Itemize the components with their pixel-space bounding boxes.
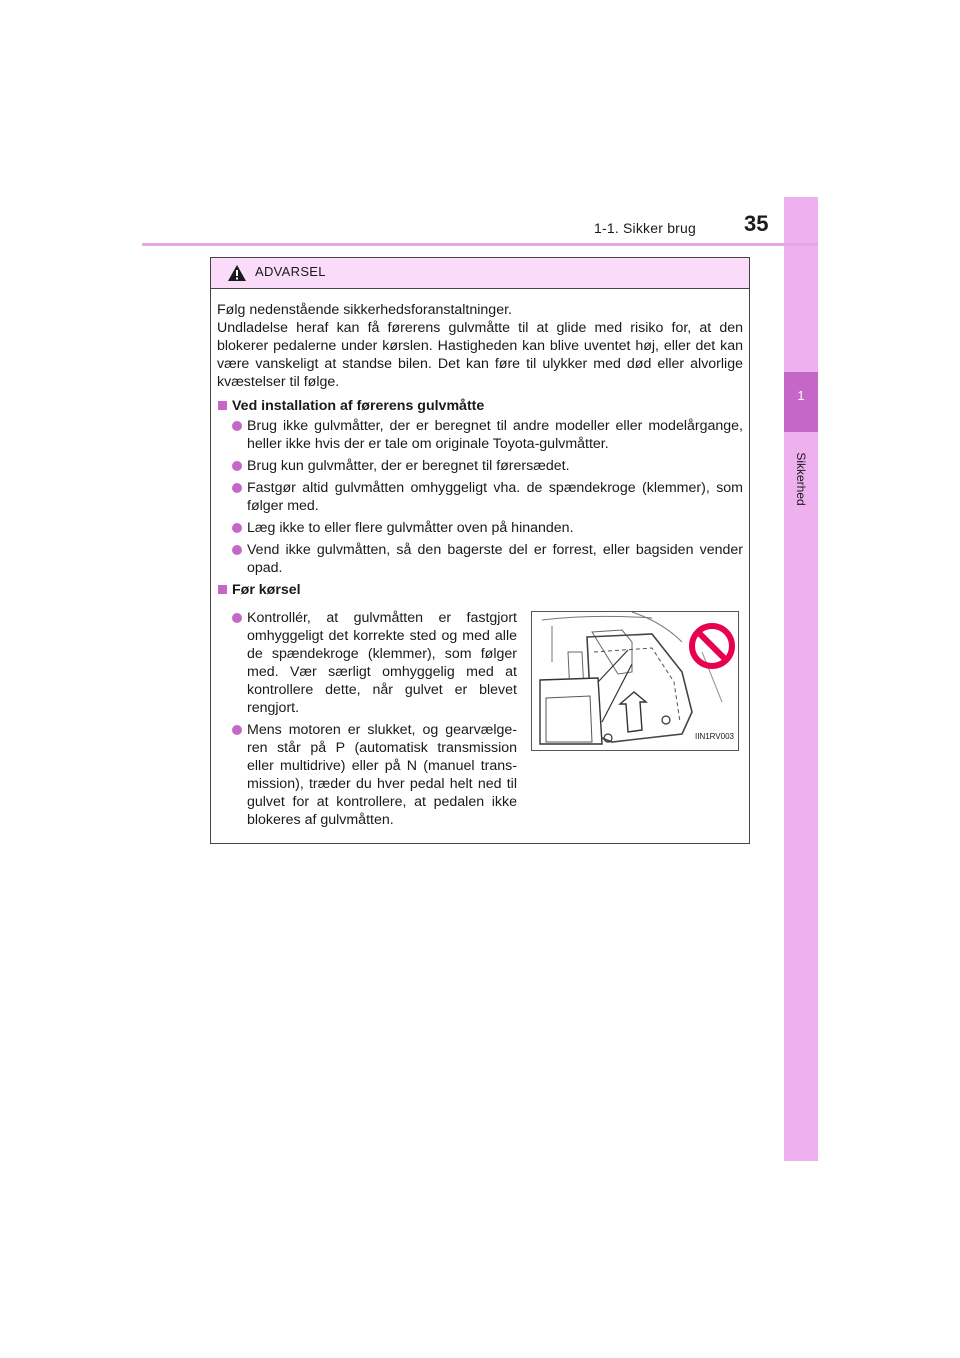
square-marker — [218, 585, 227, 594]
section-heading-label: Før kørsel — [232, 582, 301, 598]
warning-triangle-icon — [227, 264, 247, 282]
header-rule — [142, 243, 818, 246]
bullet-dot — [232, 725, 242, 735]
list-item-text: Brug kun gulvmåtter, der er beregnet til førersædet. — [247, 458, 570, 474]
section-heading-installation — [217, 397, 743, 415]
floor-mat-illustration — [531, 611, 739, 751]
warning-intro-1: Følg nedenstående sikkerhedsforanstaltninger. — [217, 302, 512, 318]
prohibition-icon — [688, 622, 736, 670]
warning-header — [211, 258, 749, 289]
warning-intro-2: Undladelse heraf kan få førerens gulvmåtte til at glide med risiko for, at den blokerer pedalerne under kørslen. Hastigheden kan blive uventet høj, eller det kan være vanskeligt at standse bilen. Det kan føre til ulykker med død eller alvorlige kvæstelser til følge. — [217, 320, 743, 390]
list-item — [217, 417, 743, 453]
list-item-text: Brug ikke gulvmåtter, der er beregnet til andre modeller eller modelårgange, heller ikke hvis der er tale om originale Toyota-gulvmåtter. — [247, 418, 743, 452]
list-item-text: Vend ikke gulvmåtten, så den bagerste del er forrest, eller bagsiden vender opad. — [247, 542, 743, 576]
bullet-dot — [232, 483, 242, 493]
bullet-dot — [232, 421, 242, 431]
before-driving-list — [217, 601, 517, 833]
bullet-dot — [232, 545, 242, 555]
chapter-title: Sikkerhed — [794, 452, 808, 506]
figure-code: IIN1RV003 — [695, 732, 734, 741]
section-heading-label: Ved installation af førerens gulvmåtte — [232, 398, 485, 414]
list-item-text: Fastgør altid gulvmåtten omhyggeligt vha. de spændekroge (klemmer), som følger med. — [247, 480, 743, 514]
list-item-text: Kontrollér, at gulvmåtten er fastgjort omhyggeligt det korrekte sted og med alle de spændekroge (klemmer), som følger med. Vær særligt omhyggelig med at kontrollere dette, når gulvet er blevet rengjort. — [247, 610, 517, 716]
list-item-text: Mens motoren er slukket, og gearvælge-ren står på P (automatisk transmission eller multidrive) eller på N (manuel trans-mission), træder du hver pedal helt ned til gulvet for at kontrollere, at pedalen ikke blokeres af gulvmåtten. — [247, 722, 517, 828]
list-item — [217, 721, 517, 829]
warning-title: ADVARSEL — [255, 264, 326, 279]
section-heading-before-driving — [217, 581, 743, 599]
list-item-text: Læg ikke to eller flere gulvmåtter oven på hinanden. — [247, 520, 574, 536]
list-item — [217, 609, 517, 717]
list-item — [217, 519, 743, 537]
before-driving-section — [217, 601, 743, 829]
list-item — [217, 479, 743, 515]
side-tab — [784, 197, 818, 1161]
list-item — [217, 541, 743, 577]
chapter-number: 1 — [797, 388, 805, 403]
warning-body — [211, 289, 749, 829]
section-label: 1-1. Sikker brug — [594, 220, 697, 236]
bullet-dot — [232, 523, 242, 533]
warning-box — [210, 257, 750, 844]
bullet-dot — [232, 613, 242, 623]
page-number: 35 — [744, 211, 769, 236]
list-item — [217, 457, 743, 475]
square-marker — [218, 401, 227, 410]
bullet-dot — [232, 461, 242, 471]
